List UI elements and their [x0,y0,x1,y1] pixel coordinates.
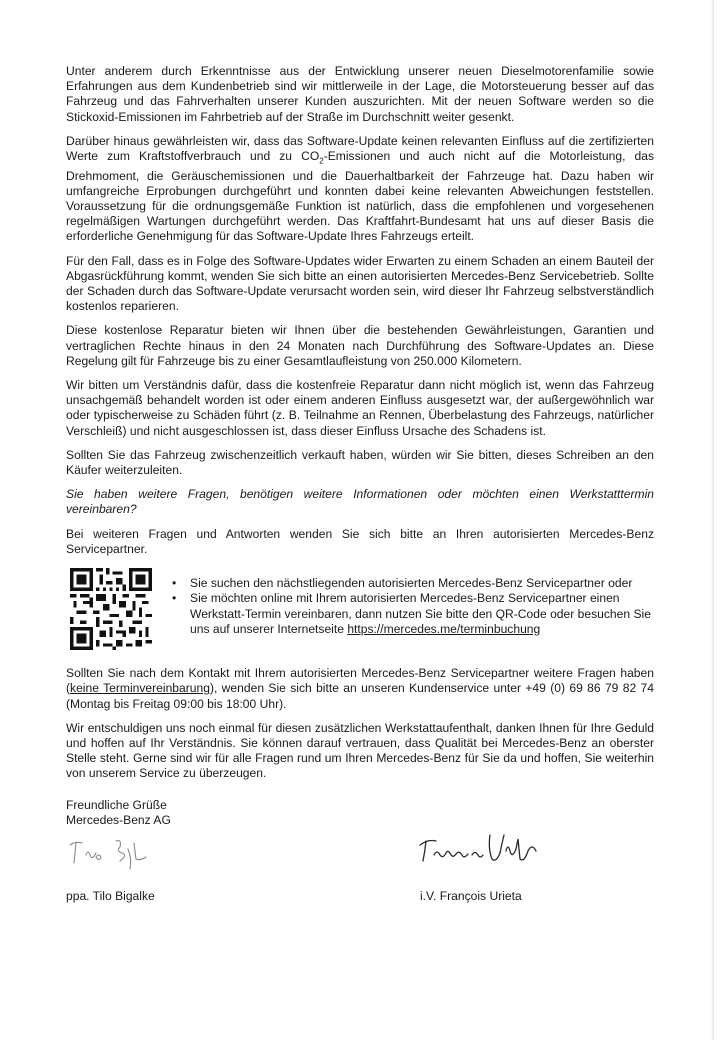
company-name: Mercedes-Benz AG [66,813,171,828]
bullet-icon: • [172,576,177,591]
bullet-icon: • [172,591,177,606]
handwritten-signature-icon [66,835,156,871]
letter-body [66,64,654,919]
paragraph-customer-service [66,666,654,712]
scan-edge-shadow [711,0,714,1040]
list-item [172,576,652,591]
paragraph-damage: Für den Fall, dass es in Folge des Software-Updates wider Erwarten zu einem Schaden an einem Bauteil der Abgasrückführung kommt, wenden Sie sich bitte an einen autorisierten Mercedes-Benz Servicebetrieb. Sollte der Schaden durch das Software-Update verursacht worden sein, wird dieser Ihr Fahrzeug selbstverständlich kostenlos reparieren. [66,253,654,314]
signer-left-name: ppa. Tilo Bigalke [66,888,155,903]
contact-options-list [172,576,652,637]
co2-subscript: 2 [319,156,324,166]
customer-service-part2: ), wenden Sie sich bitte an unseren Kundenservice unter +49 (0) 69 86 79 82 74 (Montag bis Freitag 09:00 bis 18:00 Uhr). [66,681,654,711]
list-item [172,591,652,637]
paragraph-apology: Wir entschuldigen uns noch einmal für diesen zusätzlichen Werkstattaufenthalt, danken Ihnen für Ihre Geduld und hoffen auf Ihr Verständnis. Sie können darauf vertrauen, dass Qualität bei Mercedes-Benz an oberster Stelle steht. Gerne sind wir für alle Fragen rund um Ihren Mercedes-Benz für Sie da und hoffen, Sie weiterhin von unserem Service zu überzeugen. [66,720,654,781]
signer-right-name: i.V. François Urieta [420,888,522,903]
no-appointment-note: keine Terminvereinbarung [70,681,210,696]
paragraph-guarantee-part1: Darüber hinaus gewährleisten wir, dass das Software-Update keinen relevanten Einfluss auf die zertifizierten Werte zum Kraftstoffverbrauch und zu CO [66,133,654,164]
greeting: Freundliche Grüße [66,797,167,812]
paragraph-software-emissions: Unter anderem durch Erkenntnisse aus der Entwicklung unserer neuen Dieselmotorenfamilie sowie Erfahrungen aus dem Kundenbetrieb sind wir mittlerweile in der Lage, die Motorsteuerung besser auf das Fahrzeug und das Fahrverhalten unserer Kunden auszurichten. Mit der neuen Software werden so die Stickoxid-Emissionen im Fahrbetrieb auf der Straße im Durchschnitt weiter gesenkt. [66,64,654,124]
bullet-find-partner: Sie suchen den nächstliegenden autorisierten Mercedes-Benz Servicepartner oder [190,576,633,591]
paragraph-guarantee-part2: -Emissionen und auch nicht auf die Motorleistung, das Drehmoment, die Geräuschemissionen und die Dauerhaltbarkeit der Fahrzeuge hat. Dazu haben wir umfangreiche Erprobungen durchgeführt und konnten dabei keine relevanten Abweichungen feststellen. Voraussetzung für die ordnungsgemäße Funktion ist natürlich, dass die empfohlenen und vorgesehenen regelmäßigen Wartungen durchgeführt werden. Das Kraftfahrt-Bundesamt hat uns auf dieser Basis die erforderliche Genehmigung für das Software-Update Ihres Fahrzeugs erteilt. [66,149,654,244]
customer-service-part1: Sollten Sie nach dem Kontakt mit Ihrem autorisierten Mercedes-Benz Servicepartner weitere Fragen haben ( [66,666,654,696]
bullet-online-booking: Sie möchten online mit Ihrem autorisierten Mercedes-Benz Servicepartner einen Werkstatt-Termin vereinbaren, dann nutzen Sie bitte den QR-Code oder besuchen Sie uns auf unserer Internetseite [190,591,651,636]
paragraph-resale: Sollten Sie das Fahrzeug zwischenzeitlich verkauft haben, würden wir Sie bitten, dieses Schreiben an den Käufer weiterzuleiten. [66,447,654,478]
paragraph-exclusions: Wir bitten um Verständnis dafür, dass die kostenfreie Reparatur dann nicht möglich ist, wenn das Fahrzeug unsachgemäß behandelt worden ist oder einem anderen Einfluss ausgesetzt war, der außergewöhnlich war oder typischerweise zu Schäden führt (z. B. Teilnahme an Rennen, Überbelastung des Fahrzeugs, natürlicher Verschleiß) und nicht ausgeschlossen ist, dass dieser Einfluss Ursache des Schadens ist. [66,378,654,438]
closing-block [66,798,654,829]
booking-link[interactable]: https://mercedes.me/terminbuchung [347,621,541,636]
qr-code-icon[interactable] [70,568,152,650]
handwritten-signature-icon [414,829,542,871]
qr-section [66,566,654,654]
signatures [66,829,654,919]
paragraph-service-partner: Bei weiteren Fragen und Antworten wenden Sie sich bitte an Ihren autorisierten Mercedes-Benz Servicepartner. [66,526,654,556]
paragraph-questions-heading: Sie haben weitere Fragen, benötigen weitere Informationen oder möchten einen Werkstatttermin vereinbaren? [66,487,654,517]
paragraph-free-repair: Diese kostenlose Reparatur bieten wir Ihnen über die bestehenden Gewährleistungen, Garantien und vertraglichen Rechte hinaus in den 24 Monaten nach Durchführung des Software-Updates an. Diese Regelung gilt für Fahrzeuge bis zu einer Gesamtlaufleistung von 250.000 Kilometern. [66,323,654,368]
paragraph-guarantee [66,134,654,245]
